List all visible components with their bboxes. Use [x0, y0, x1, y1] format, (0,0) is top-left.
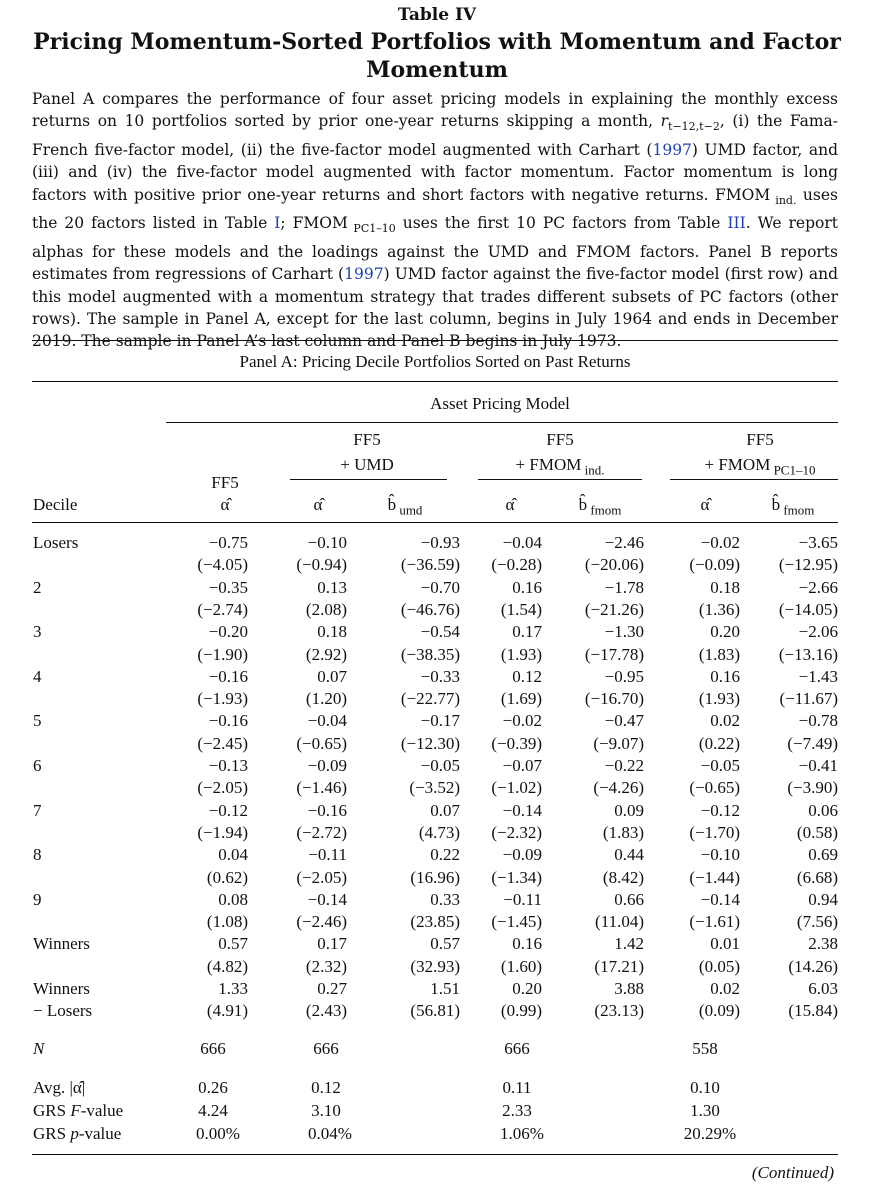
coefficient-cell: −0.14	[502, 800, 542, 820]
coefficient-cell: 0.07	[430, 800, 460, 820]
alpha-header: α̂	[700, 495, 710, 514]
t-stat-cell: (−9.07)	[593, 733, 644, 753]
coefficient-cell: 0.16	[512, 934, 542, 954]
coefficient-cell: 0.17	[512, 622, 542, 642]
beta-header	[772, 495, 815, 520]
model-rule-umd	[290, 479, 447, 480]
coefficient-cell: 1.33	[218, 979, 248, 998]
n-value: 666	[504, 1039, 530, 1058]
t-stat-cell: (−12.30)	[400, 733, 460, 753]
t-stat-cell: (8.42)	[602, 867, 644, 887]
stat-value: 4.24	[198, 1101, 228, 1120]
stat-value: 20.29%	[683, 1124, 737, 1143]
caption-citation-link[interactable]: I	[274, 214, 281, 233]
top-rule	[32, 340, 838, 341]
t-stat-cell: (−2.72)	[296, 822, 347, 842]
coefficient-cell: 0.94	[808, 889, 838, 909]
t-stat-cell: (16.96)	[410, 867, 460, 887]
stat-value: 1.06%	[500, 1124, 544, 1143]
coefficient-cell: −0.07	[502, 756, 542, 775]
model-rule-fmom-ind	[478, 479, 642, 480]
t-stat-cell: (1.93)	[500, 644, 542, 664]
coefficient-cell: 0.57	[218, 934, 248, 954]
stat-label-prefix: GRS	[33, 1101, 71, 1120]
row-label: 5	[33, 711, 42, 731]
coefficient-cell: −0.16	[307, 800, 347, 820]
t-stat-cell: (−2.05)	[296, 867, 347, 887]
t-stat-cell: (−1.46)	[296, 778, 347, 798]
t-stat-cell: (−2.45)	[197, 733, 248, 753]
coefficient-cell: 0.02	[710, 979, 740, 998]
stat-value: 0.11	[502, 1078, 532, 1097]
coefficient-cell: −0.13	[208, 756, 248, 775]
model-rule-fmom-pc	[670, 479, 838, 480]
coefficient-cell: −1.78	[604, 577, 644, 597]
group-header: Asset Pricing Model	[430, 394, 570, 413]
t-stat-cell: (−21.26)	[584, 599, 644, 619]
stat-value: 0.10	[690, 1078, 720, 1097]
coefficient-cell: 3.88	[614, 979, 644, 998]
coefficient-cell: −0.04	[307, 711, 347, 731]
row-label: 4	[33, 666, 42, 686]
coefficient-cell: 0.57	[430, 934, 460, 954]
stat-value: 1.30	[690, 1101, 720, 1120]
coefficient-cell: −3.65	[798, 533, 838, 552]
coefficient-cell: −0.09	[307, 756, 347, 775]
t-stat-cell: (56.81)	[410, 1001, 460, 1021]
panel-rule	[32, 381, 838, 382]
coefficient-cell: 0.16	[512, 577, 542, 597]
t-stat-cell: (0.58)	[796, 822, 838, 842]
caption-segment: r	[660, 112, 669, 131]
t-stat-cell: (−1.94)	[197, 822, 248, 842]
t-stat-cell: (−7.49)	[787, 733, 838, 753]
stat-value: 3.10	[311, 1101, 341, 1120]
t-stat-cell: (−2.32)	[491, 822, 542, 842]
t-stat-cell: (−0.65)	[689, 778, 740, 798]
coefficient-cell: −0.11	[308, 845, 347, 865]
coefficient-cell: −0.16	[208, 666, 248, 686]
coefficient-cell: 0.06	[808, 800, 838, 820]
coefficient-cell: 0.33	[430, 889, 460, 909]
coefficient-cell: −0.47	[604, 711, 644, 731]
t-stat-cell: (1.83)	[698, 644, 740, 664]
t-stat-cell: (−17.78)	[584, 644, 644, 664]
coefficient-cell: −0.20	[208, 622, 248, 642]
t-stat-cell: (1.20)	[305, 689, 347, 709]
stat-value: 0.12	[311, 1078, 341, 1097]
t-stat-cell: (0.62)	[206, 867, 248, 887]
t-stat-cell: (−3.52)	[409, 778, 460, 798]
t-stat-cell: (−0.28)	[491, 555, 542, 575]
caption-citation-link[interactable]: 1997	[652, 140, 692, 159]
model-header-name: + FMOM	[704, 455, 771, 474]
t-stat-cell: (0.22)	[698, 733, 740, 753]
t-stat-cell: (4.82)	[206, 956, 248, 976]
coefficient-cell: 0.09	[614, 800, 644, 820]
t-stat-cell: (2.92)	[305, 644, 347, 664]
stat-value: 0.00%	[196, 1124, 240, 1143]
coefficient-cell: 0.20	[512, 979, 542, 998]
caption-segment: ind.	[770, 193, 797, 207]
coefficient-cell: −0.35	[208, 577, 248, 597]
caption-segment: uses the first 10 PC factors from Table	[395, 214, 728, 233]
row-label: 3	[33, 622, 42, 642]
caption-segment: , (i) the Fama-French five-factor model, (ii) the five-factor model augmented with Carhart (	[32, 112, 838, 159]
model-header-line1: FF5	[746, 430, 774, 449]
t-stat-cell: (−1.93)	[197, 689, 248, 709]
table-label: Table IV	[397, 5, 477, 25]
caption-segment: ) UMD factor against the five-factor model (first row) and this model augmented with a momentum strategy that trades different subsets of PC factors (other rows). The sample in Panel A, except for the last column, begins in July 1964 and ends in December 2019. The sample in Panel A’s last column and Panel B begins in July 1973.	[32, 265, 838, 351]
t-stat-cell: (−1.44)	[689, 867, 740, 887]
t-stat-cell: (−36.59)	[400, 555, 460, 575]
beta-symbol: b̂	[387, 495, 397, 514]
caption-citation-link[interactable]: III	[727, 214, 746, 233]
t-stat-cell: (17.21)	[594, 956, 644, 976]
caption-segment: . We report alphas for these models and the loadings against the UMD and FMOM factors. Panel B reports estimates from regressions of Carhart (	[32, 214, 838, 284]
coefficient-cell: −0.12	[700, 800, 740, 820]
t-stat-cell: (1.83)	[602, 822, 644, 842]
stat-label-suffix: -value	[78, 1124, 122, 1143]
t-stat-cell: (23.13)	[594, 1001, 644, 1021]
n-value: 558	[692, 1039, 718, 1058]
continued-note: (Continued)	[751, 1163, 834, 1182]
t-stat-cell: (32.93)	[410, 956, 460, 976]
coefficient-cell: −0.22	[604, 756, 644, 775]
row-label: 2	[33, 577, 42, 597]
t-stat-cell: (2.43)	[305, 1001, 347, 1021]
stat-value: 2.33	[502, 1101, 532, 1120]
t-stat-cell: (1.36)	[698, 599, 740, 619]
t-stat-cell: (−2.05)	[197, 778, 248, 798]
t-stat-cell: (−4.05)	[197, 555, 248, 575]
model-header-line1: FF5	[353, 430, 381, 449]
table-title: Pricing Momentum-Sorted Portfolios with Momentum and Factor Momentum	[33, 29, 841, 83]
model-header-name: + UMD	[340, 455, 394, 474]
t-stat-cell: (14.26)	[788, 956, 838, 976]
coefficient-cell: 1.42	[614, 934, 644, 954]
coefficient-cell: 0.20	[710, 622, 740, 642]
coefficient-cell: −2.46	[604, 533, 644, 552]
coefficient-cell: −0.41	[798, 756, 838, 775]
t-stat-cell: (−3.90)	[787, 778, 838, 798]
alpha-header: α̂	[313, 495, 323, 514]
n-label: N	[33, 1039, 45, 1058]
n-value: 666	[313, 1039, 339, 1058]
t-stat-cell: (1.60)	[500, 956, 542, 976]
caption-segment: Panel A compares the performance of four asset pricing models in explaining the monthly excess returns on 10 portfolios sorted by prior one-year returns skipping a month,	[32, 90, 838, 131]
beta-header	[388, 495, 423, 520]
model-header-subscript: ind.	[581, 462, 605, 478]
coefficient-cell: −0.11	[503, 889, 542, 909]
t-stat-cell: (−20.06)	[584, 555, 644, 575]
coefficient-cell: −1.30	[604, 622, 644, 642]
caption-citation-link[interactable]: 1997	[344, 265, 384, 284]
t-stat-cell: (−16.70)	[584, 689, 644, 709]
coefficient-cell: 0.12	[512, 666, 542, 686]
t-stat-cell: (−14.05)	[778, 599, 838, 619]
coefficient-cell: −0.70	[420, 577, 460, 597]
coefficient-cell: 0.08	[218, 889, 248, 909]
coefficient-cell: −0.10	[700, 845, 740, 865]
t-stat-cell: (1.54)	[500, 599, 542, 619]
t-stat-cell: (6.68)	[796, 867, 838, 887]
t-stat-cell: (−22.77)	[400, 689, 460, 709]
t-stat-cell: (−0.09)	[689, 555, 740, 575]
coefficient-cell: 0.69	[808, 845, 838, 865]
caption-segment: ; FMOM	[280, 214, 348, 233]
caption-segment: PC1–10	[347, 222, 396, 236]
panel-title: Panel A: Pricing Decile Portfolios Sorted on Past Returns	[239, 352, 631, 371]
stat-label: Avg. |α̂|	[33, 1078, 86, 1097]
t-stat-cell: (11.04)	[595, 912, 644, 932]
t-stat-cell: (0.05)	[698, 956, 740, 976]
t-stat-cell: (1.93)	[698, 689, 740, 709]
coefficient-cell: −0.04	[502, 533, 542, 552]
coefficient-cell: −0.33	[420, 666, 460, 686]
coefficient-cell: −0.05	[700, 756, 740, 775]
coefficient-cell: 0.07	[317, 666, 347, 686]
coefficient-cell: −0.05	[420, 756, 460, 775]
bottom-rule	[32, 1154, 838, 1155]
coefficient-cell: −1.43	[798, 666, 838, 686]
coefficient-cell: −0.17	[420, 711, 460, 731]
coefficient-cell: −0.75	[208, 533, 248, 552]
coefficient-cell: 0.18	[317, 622, 347, 642]
t-stat-cell: (0.09)	[698, 1001, 740, 1021]
row-label: Losers	[33, 533, 79, 552]
stat-value: 0.26	[198, 1078, 228, 1097]
beta-subscript: umd	[396, 502, 423, 518]
t-stat-cell: (4.73)	[418, 822, 460, 842]
t-stat-cell: (15.84)	[788, 1001, 838, 1021]
coefficient-cell: −0.09	[502, 845, 542, 865]
coefficient-cell: 0.17	[317, 934, 347, 954]
header-rule	[32, 522, 838, 523]
row-label: 9	[33, 889, 42, 909]
t-stat-cell: (−11.67)	[779, 689, 838, 709]
coefficient-cell: 0.16	[710, 666, 740, 686]
n-value: 666	[200, 1039, 226, 1058]
t-stat-cell: (−0.94)	[296, 555, 347, 575]
stat-value: 0.04%	[308, 1124, 352, 1143]
row-label: − Losers	[33, 1001, 93, 1021]
t-stat-cell: (−2.46)	[296, 912, 347, 932]
t-stat-cell: (−0.39)	[491, 733, 542, 753]
coefficient-cell: 0.18	[710, 577, 740, 597]
row-label: 6	[33, 756, 42, 775]
row-label: 7	[33, 800, 42, 820]
coefficient-cell: −0.02	[502, 711, 542, 731]
table-caption	[32, 88, 838, 353]
model-header-name: + FMOM	[515, 455, 582, 474]
t-stat-cell: (−12.95)	[778, 555, 838, 575]
t-stat-cell: (7.56)	[796, 912, 838, 932]
coefficient-cell: 1.51	[430, 979, 460, 998]
beta-symbol: b̂	[578, 495, 588, 514]
model-header-line1: FF5	[546, 430, 574, 449]
coefficient-cell: −2.06	[798, 622, 838, 642]
coefficient-cell: −0.10	[307, 533, 347, 552]
coefficient-cell: −0.02	[700, 533, 740, 552]
beta-header	[579, 495, 622, 520]
coefficient-cell: −0.95	[604, 666, 644, 686]
coefficient-cell: −0.14	[307, 889, 347, 909]
t-stat-cell: (−4.26)	[593, 778, 644, 798]
model-header-line2	[516, 455, 605, 480]
t-stat-cell: (−1.02)	[491, 778, 542, 798]
coefficient-cell: 0.27	[317, 979, 347, 998]
group-rule	[166, 422, 838, 423]
stat-label-symbol: p	[70, 1124, 79, 1143]
t-stat-cell: (23.85)	[410, 912, 460, 932]
stat-label-symbol: F	[70, 1101, 81, 1120]
t-stat-cell: (4.91)	[206, 1001, 248, 1021]
alpha-header: α̂	[505, 495, 515, 514]
model-header-name: FF5	[211, 473, 239, 492]
model-header-subscript: PC1–10	[770, 462, 816, 478]
coefficient-cell: −0.54	[420, 622, 460, 642]
coefficient-cell: −0.14	[700, 889, 740, 909]
t-stat-cell: (2.32)	[305, 956, 347, 976]
t-stat-cell: (−1.70)	[689, 822, 740, 842]
coefficient-cell: 0.13	[317, 577, 347, 597]
coefficient-cell: −2.66	[798, 577, 838, 597]
stat-label	[33, 1101, 123, 1121]
coefficient-cell: 0.66	[614, 889, 644, 909]
coefficient-cell: −0.93	[420, 533, 460, 552]
t-stat-cell: (1.69)	[500, 689, 542, 709]
alpha-header: α̂	[220, 495, 230, 514]
model-header-line2	[340, 455, 394, 475]
coefficient-cell: −0.78	[798, 711, 838, 731]
beta-subscript: fmom	[587, 502, 622, 518]
t-stat-cell: (2.08)	[305, 599, 347, 619]
stat-label-suffix: -value	[80, 1101, 124, 1120]
coefficient-cell: 0.44	[614, 845, 644, 865]
row-label: Winners	[33, 934, 90, 954]
t-stat-cell: (−13.16)	[778, 644, 838, 664]
beta-symbol: b̂	[771, 495, 781, 514]
coefficient-cell: 2.38	[808, 934, 838, 954]
decile-header: Decile	[33, 495, 78, 514]
row-label: Winners	[33, 979, 90, 998]
stat-label-prefix: GRS	[33, 1124, 71, 1143]
t-stat-cell: (−1.90)	[197, 644, 248, 664]
caption-segment: uses the 20 factors listed in Table	[32, 185, 838, 233]
t-stat-cell: (−46.76)	[400, 599, 460, 619]
t-stat-cell: (−1.45)	[491, 912, 542, 932]
t-stat-cell: (1.08)	[206, 912, 248, 932]
coefficient-cell: 6.03	[808, 979, 838, 998]
model-header-line2	[211, 473, 238, 493]
coefficient-cell: −0.16	[208, 711, 248, 731]
coefficient-cell: 0.22	[430, 845, 460, 865]
model-header-line2	[705, 455, 816, 480]
row-label: 8	[33, 845, 42, 865]
caption-segment: ) UMD factor, and (iii) and (iv) the five-factor model augmented with factor momentum. Factor momentum is long factors with positive prior one-year returns and short factors with negative returns. FMOM	[32, 140, 838, 204]
t-stat-cell: (−1.34)	[491, 867, 542, 887]
t-stat-cell: (−0.65)	[296, 733, 347, 753]
stat-label	[33, 1124, 121, 1144]
coefficient-cell: 0.04	[218, 845, 248, 865]
t-stat-cell: (−38.35)	[400, 644, 460, 664]
coefficient-cell: 0.01	[710, 934, 740, 954]
t-stat-cell: (−1.61)	[689, 912, 740, 932]
t-stat-cell: (0.99)	[500, 1001, 542, 1021]
caption-segment: t−12,t−2	[668, 120, 720, 134]
coefficient-cell: −0.12	[208, 800, 248, 820]
coefficient-cell: 0.02	[710, 711, 740, 731]
t-stat-cell: (−2.74)	[197, 599, 248, 619]
beta-subscript: fmom	[780, 502, 815, 518]
